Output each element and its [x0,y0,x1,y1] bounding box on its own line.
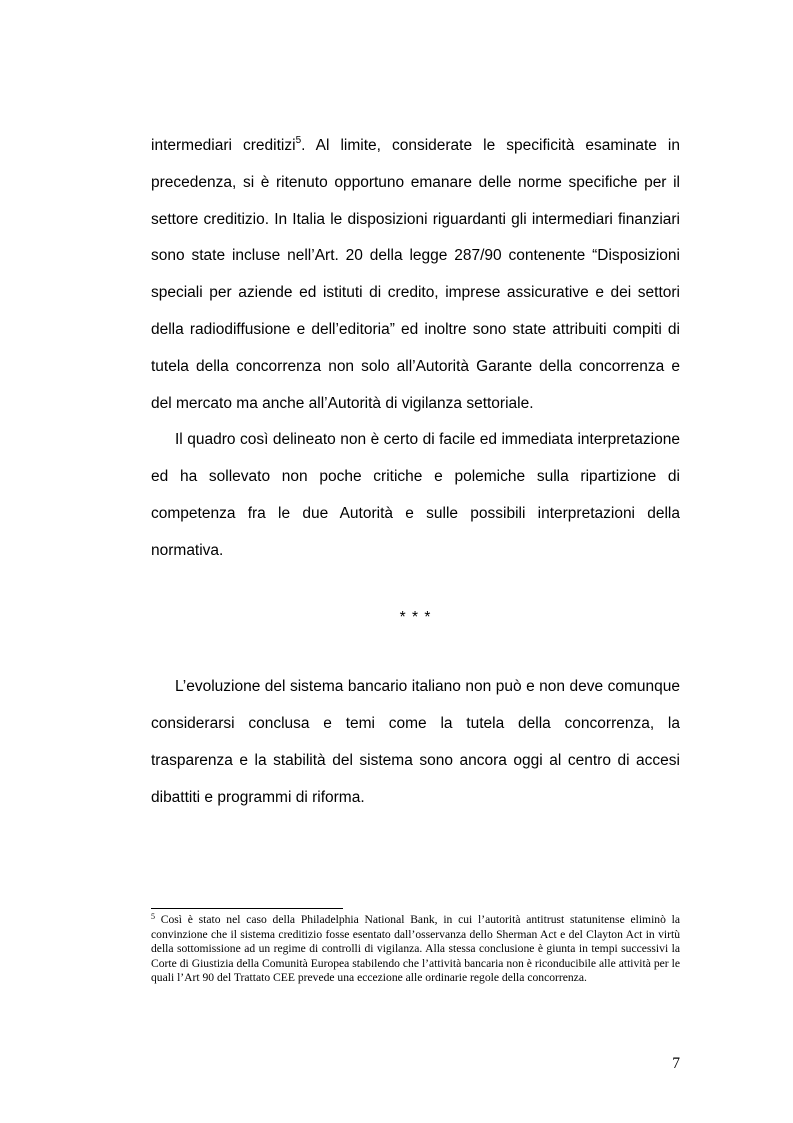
paragraph-1-start: intermediari creditizi [151,137,296,154]
footnote-divider [151,908,343,909]
footnote-text: Così è stato nel caso della Philadelphia National Bank, in cui l’autorità antitrust statunitense eliminò la convinzione che il sistema creditizio fosse esentato dall’osservanza dello Sherman Act e del Clayton Act in virtù della sottomissione ad un regime di controlli di vigilanza. Alla stessa conclusione è giunta in tempi successivi la Corte di Giustizia della Comunità Europea stabilendo che l’attività bancaria non è riconducibile alle attività per le quali l’Art 90 del Trattato CEE prevede una eccezione alle ordinarie regole della concorrenza. [151,913,680,985]
page-number: 7 [672,1055,680,1072]
footnote-number: 5 [151,912,155,921]
paragraph-3: L’evoluzione del sistema bancario italiano non può e non deve comunque considerarsi conclusa e temi come la tutela della concorrenza, la trasparenza e la stabilità del sistema sono ancora oggi al centro di accesi dibattiti e programmi di riforma. [151,678,680,806]
paragraph-2: Il quadro così delineato non è certo di facile ed immediata interpretazione ed ha sollevato non poche critiche e polemiche sulla ripartizione di competenza fra le due Autorità e sulle possibili interpretazioni della normativa. [151,431,680,559]
body-text [151,128,680,817]
section-separator: * * * [399,608,432,626]
footnote-reference[interactable]: 5 [295,135,302,146]
paragraph-1-rest: . Al limite, considerate le specificità esaminate in precedenza, si è ritenuto opportuno emanare delle norme specifiche per il settore creditizio. In Italia le disposizioni riguardanti gli intermediari finanziari sono state incluse nell’Art. 20 della legge 287/90 contenente “Disposizioni speciali per aziende ed istituti di credito, imprese assicurative e dei settori della radiodiffusione e dell’editoria” ed inoltre sono state attribuiti compiti di tutela della concorrenza non solo all’Autorità Garante della concorrenza e del mercato ma anche all’Autorità di vigilanza settoriale. [151,137,680,412]
footnote [151,913,680,986]
paragraph-1 [151,128,680,422]
